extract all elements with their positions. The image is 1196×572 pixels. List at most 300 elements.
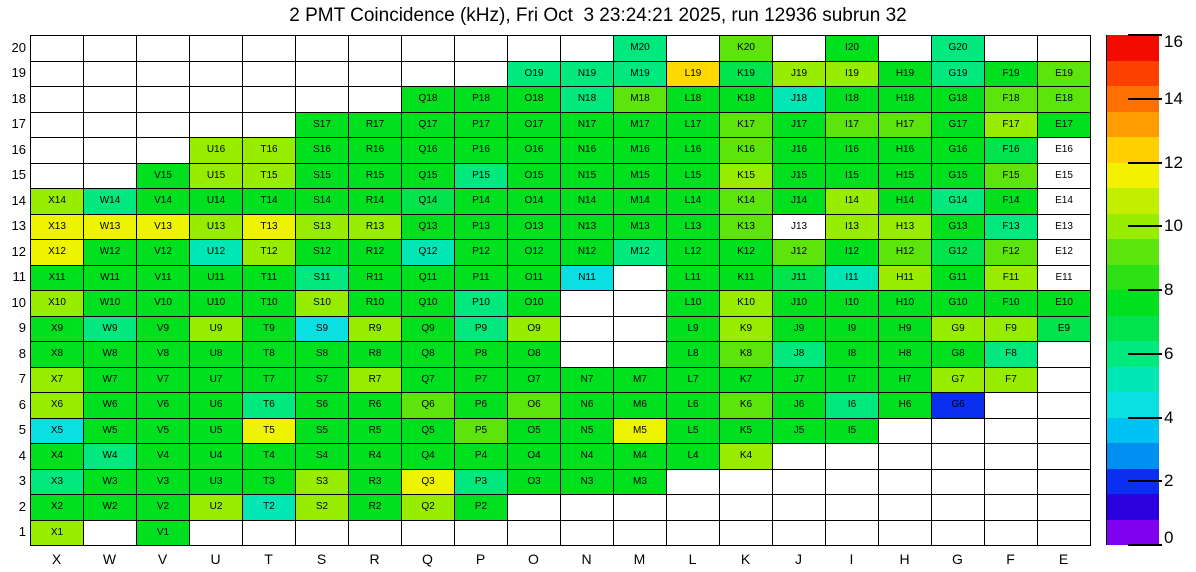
heatmap-cell: [613, 521, 666, 547]
heatmap-cell: [136, 444, 189, 470]
cell-label: R8: [368, 348, 382, 360]
cell-label: N3: [580, 475, 594, 487]
heatmap-cell: [772, 62, 825, 88]
heatmap-cell: [454, 215, 507, 241]
cell-label: I8: [847, 348, 857, 360]
cell-label: K6: [739, 399, 753, 411]
cell-label: F17: [1002, 118, 1020, 130]
cell-label: G13: [948, 220, 968, 232]
heatmap-cell: [1037, 521, 1090, 547]
cell-label: K15: [737, 169, 755, 181]
heatmap-cell: [83, 36, 136, 62]
cell-label: J9: [793, 322, 805, 334]
cell-label: J5: [793, 424, 805, 436]
heatmap-cell: [189, 393, 242, 419]
heatmap-cell: [719, 393, 772, 419]
heatmap-cell: [83, 62, 136, 88]
cell-label: W6: [102, 399, 118, 411]
heatmap-cell: [189, 521, 242, 547]
cell-label: L13: [684, 220, 702, 232]
cell-label: Q16: [418, 144, 438, 156]
heatmap-cell: [719, 113, 772, 139]
heatmap-cell: [30, 342, 83, 368]
cell-label: N14: [577, 195, 597, 207]
heatmap-cell: [83, 368, 136, 394]
heatmap-cell: [560, 113, 613, 139]
cell-label: I18: [845, 93, 859, 105]
heatmap-cell: [931, 87, 984, 113]
heatmap-cell: [825, 87, 878, 113]
cell-label: P7: [474, 373, 488, 385]
heatmap-cell: [984, 87, 1037, 113]
heatmap-cell: [825, 342, 878, 368]
heatmap-cell: [719, 240, 772, 266]
heatmap-cell: [348, 87, 401, 113]
cell-label: E16: [1055, 144, 1073, 156]
heatmap-cell: [401, 444, 454, 470]
heatmap-cell: [507, 444, 560, 470]
heatmap-cell: [719, 138, 772, 164]
cell-label: N6: [580, 399, 594, 411]
heatmap-cell: [984, 113, 1037, 139]
cell-label: N7: [580, 373, 594, 385]
heatmap-cell: [772, 87, 825, 113]
cell-label: N11: [578, 271, 596, 283]
heatmap-cell: [189, 87, 242, 113]
heatmap-cell: [454, 87, 507, 113]
heatmap-cell: [878, 470, 931, 496]
colorbar-tick: [1128, 98, 1162, 100]
heatmap-cell: [719, 521, 772, 547]
heatmap-cell: [295, 240, 348, 266]
heatmap-cell: [507, 317, 560, 343]
heatmap-cell: [878, 138, 931, 164]
cell-label: R15: [365, 169, 385, 181]
heatmap-cell: [348, 138, 401, 164]
cell-label: M16: [630, 144, 650, 156]
heatmap-cell: [242, 215, 295, 241]
heatmap-cell: [560, 164, 613, 190]
cell-label: W10: [99, 297, 121, 309]
heatmap-cell: [878, 189, 931, 215]
cell-label: S15: [313, 169, 331, 181]
cell-label: U4: [209, 450, 223, 462]
cell-label: P11: [472, 271, 490, 283]
heatmap-cell: [984, 36, 1037, 62]
heatmap-cell: [825, 215, 878, 241]
cell-label: T12: [260, 246, 278, 258]
heatmap-cell: [30, 444, 83, 470]
heatmap-cell: [401, 189, 454, 215]
row-label: 20: [11, 39, 26, 55]
heatmap-cell: [931, 368, 984, 394]
heatmap-cell: [878, 62, 931, 88]
cell-label: V9: [156, 322, 170, 334]
column-label: O: [528, 551, 539, 567]
cell-label: U14: [206, 195, 226, 207]
heatmap-cell: [242, 521, 295, 547]
heatmap-cell: [613, 342, 666, 368]
heatmap-cell: [189, 444, 242, 470]
cell-label: R10: [365, 297, 385, 309]
heatmap-cell: [666, 419, 719, 445]
cell-label: R11: [366, 271, 384, 283]
row-label: 17: [11, 116, 26, 132]
cell-label: R6: [368, 399, 382, 411]
cell-label: K8: [739, 348, 753, 360]
cell-label: T3: [263, 475, 275, 487]
cell-label: Q12: [418, 246, 438, 258]
heatmap-cell: [83, 419, 136, 445]
heatmap-cell: [454, 444, 507, 470]
column-label: F: [1006, 551, 1015, 567]
colorbar-band: [1107, 137, 1159, 163]
heatmap-cell: [348, 189, 401, 215]
cell-label: S13: [313, 220, 331, 232]
cell-label: N13: [577, 220, 597, 232]
heatmap-cell: [136, 36, 189, 62]
heatmap-cell: [507, 113, 560, 139]
heatmap-cell: [83, 444, 136, 470]
cell-label: J11: [791, 271, 807, 283]
heatmap-cell: [507, 164, 560, 190]
heatmap-cell: [189, 113, 242, 139]
heatmap-cell: [613, 189, 666, 215]
heatmap-cell: [1037, 342, 1090, 368]
cell-label: P5: [474, 424, 488, 436]
cell-label: T10: [260, 297, 278, 309]
heatmap-cell: [719, 291, 772, 317]
heatmap-cell: [242, 393, 295, 419]
heatmap-cell: [295, 164, 348, 190]
cell-label: U6: [209, 399, 223, 411]
heatmap-cell: [984, 342, 1037, 368]
heatmap-cell: [984, 444, 1037, 470]
cell-label: L18: [684, 93, 702, 105]
heatmap-cell: [1037, 138, 1090, 164]
cell-label: Q4: [421, 450, 435, 462]
column-label: X: [51, 551, 62, 567]
heatmap-cell: [30, 138, 83, 164]
heatmap-cell: [878, 444, 931, 470]
cell-label: P14: [472, 195, 490, 207]
cell-label: J18: [790, 93, 808, 105]
cell-label: W11: [100, 271, 120, 283]
heatmap-cell: [1037, 87, 1090, 113]
heatmap-cell: [666, 521, 719, 547]
heatmap-cell: [30, 419, 83, 445]
heatmap-cell: [507, 62, 560, 88]
heatmap-cell: [136, 368, 189, 394]
cell-label: L15: [684, 169, 702, 181]
cell-label: L19: [684, 67, 702, 79]
cell-label: H14: [895, 195, 915, 207]
cell-label: M17: [630, 118, 650, 130]
colorbar-tick: [1128, 34, 1162, 36]
cell-label: I9: [847, 322, 857, 334]
heatmap-cell: [401, 138, 454, 164]
cell-label: T5: [263, 424, 275, 436]
row-label: 3: [18, 473, 26, 489]
heatmap-cell: [454, 470, 507, 496]
heatmap-cell: [507, 393, 560, 419]
heatmap-cell: [772, 495, 825, 521]
cell-label: X11: [48, 271, 66, 283]
cell-label: U15: [206, 169, 226, 181]
cell-label: S10: [313, 297, 331, 309]
heatmap-cell: [242, 138, 295, 164]
cell-label: K7: [739, 373, 753, 385]
cell-label: E13: [1055, 220, 1073, 232]
heatmap-cell: [666, 342, 719, 368]
cell-label: N16: [577, 144, 597, 156]
cell-label: G6: [951, 399, 965, 411]
column-label: S: [316, 551, 327, 567]
cell-label: I5: [847, 424, 857, 436]
cell-label: S8: [315, 348, 329, 360]
heatmap-cell: [719, 189, 772, 215]
heatmap-cell: [30, 36, 83, 62]
cell-label: U9: [209, 322, 223, 334]
heatmap-cell: [30, 291, 83, 317]
heatmap-cell: [931, 215, 984, 241]
heatmap-cell: [348, 342, 401, 368]
cell-label: L8: [687, 348, 699, 360]
heatmap-cell: [136, 393, 189, 419]
cell-label: S5: [315, 424, 329, 436]
heatmap-cell: [772, 470, 825, 496]
heatmap-cell: [83, 470, 136, 496]
cell-label: T2: [263, 501, 275, 513]
heatmap-cell: [825, 240, 878, 266]
cell-label: P17: [472, 118, 490, 130]
heatmap-cell: [719, 266, 772, 292]
cell-label: O5: [527, 424, 541, 436]
heatmap-cell: [454, 36, 507, 62]
heatmap-cell: [613, 113, 666, 139]
cell-label: F11: [1002, 271, 1020, 283]
heatmap-cell: [401, 521, 454, 547]
cell-label: M20: [630, 42, 650, 54]
cell-label: F18: [1002, 93, 1020, 105]
heatmap-cell: [30, 87, 83, 113]
cell-label: F12: [1002, 246, 1020, 258]
row-label: 19: [11, 65, 26, 81]
column-label: L: [688, 551, 697, 567]
heatmap-cell: [348, 36, 401, 62]
cell-label: K19: [737, 67, 755, 79]
heatmap-cell: [401, 240, 454, 266]
cell-label: E15: [1055, 169, 1073, 181]
heatmap-cell: [136, 113, 189, 139]
cell-label: F14: [1002, 195, 1020, 207]
cell-label: X5: [50, 424, 64, 436]
heatmap-cell: [666, 393, 719, 419]
cell-label: P12: [472, 246, 490, 258]
cell-label: T6: [263, 399, 275, 411]
heatmap-cell: [666, 240, 719, 266]
cell-label: P3: [474, 475, 488, 487]
cell-label: J13: [790, 220, 808, 232]
cell-label: G15: [948, 169, 968, 181]
heatmap-cell: [189, 291, 242, 317]
cell-label: V10: [154, 297, 172, 309]
cell-label: S7: [315, 373, 329, 385]
cell-label: K17: [737, 118, 755, 130]
cell-label: T15: [260, 169, 278, 181]
heatmap-cell: [83, 215, 136, 241]
heatmap-cell: [454, 138, 507, 164]
cell-label: G20: [948, 42, 968, 54]
heatmap-cell: [189, 342, 242, 368]
heatmap-cell: [825, 138, 878, 164]
heatmap-cell: [348, 368, 401, 394]
heatmap-cell: [719, 495, 772, 521]
heatmap-cell: [1037, 291, 1090, 317]
heatmap-cell: [295, 368, 348, 394]
colorbar-band: [1107, 239, 1159, 265]
heatmap-cell: [401, 317, 454, 343]
heatmap-cell: [772, 444, 825, 470]
colorbar-band: [1107, 188, 1159, 214]
heatmap-cell: [295, 215, 348, 241]
cell-label: O7: [527, 373, 541, 385]
heatmap-cell: [348, 164, 401, 190]
cell-label: Q14: [418, 195, 438, 207]
cell-label: F8: [1005, 348, 1017, 360]
heatmap-cell: [401, 368, 454, 394]
cell-label: L10: [684, 297, 702, 309]
cell-label: P4: [474, 450, 488, 462]
heatmap-cell: [825, 266, 878, 292]
heatmap-cell: [825, 189, 878, 215]
colorbar-tick-label: 2: [1164, 471, 1174, 491]
cell-label: F7: [1005, 373, 1017, 385]
heatmap-cell: [613, 215, 666, 241]
heatmap-cell: [136, 470, 189, 496]
heatmap-cell: [931, 291, 984, 317]
heatmap-cell: [295, 317, 348, 343]
colorbar-band: [1107, 35, 1159, 61]
cell-label: O18: [524, 93, 544, 105]
heatmap-cell: [348, 266, 401, 292]
colorbar-tick-label: 12: [1164, 152, 1183, 172]
cell-label: G8: [951, 348, 965, 360]
heatmap-cell: [825, 444, 878, 470]
heatmap-cell: [30, 164, 83, 190]
heatmap-cell: [83, 266, 136, 292]
column-label: H: [899, 551, 910, 567]
heatmap-cell: [931, 444, 984, 470]
heatmap-cell: [984, 266, 1037, 292]
heatmap-cell: [560, 62, 613, 88]
heatmap-cell: [984, 240, 1037, 266]
cell-label: T13: [260, 220, 278, 232]
colorbar-tick-label: 0: [1164, 528, 1174, 547]
cell-label: I15: [845, 169, 859, 181]
heatmap-cell: [931, 113, 984, 139]
heatmap-cell: [719, 164, 772, 190]
colorbar-band: [1107, 443, 1159, 469]
heatmap-cell: [1037, 189, 1090, 215]
cell-label: S11: [313, 271, 331, 283]
cell-label: M14: [630, 195, 650, 207]
cell-label: O10: [524, 297, 544, 309]
cell-label: N15: [577, 169, 597, 181]
cell-label: O16: [524, 144, 544, 156]
heatmap-cell: [83, 393, 136, 419]
cell-label: R9: [368, 322, 382, 334]
cell-label: W12: [99, 246, 121, 258]
cell-label: H12: [895, 246, 915, 258]
cell-label: I6: [847, 399, 857, 411]
heatmap-cell: [931, 36, 984, 62]
heatmap-cell: [242, 342, 295, 368]
column-label: K: [740, 551, 751, 567]
colorbar-band: [1107, 494, 1159, 520]
row-label: 8: [18, 345, 26, 361]
column-label: P: [475, 551, 486, 567]
cell-label: X8: [50, 348, 64, 360]
heatmap-cell: [825, 495, 878, 521]
heatmap-cell: [984, 495, 1037, 521]
column-label: E: [1058, 551, 1069, 567]
row-label: 18: [11, 90, 26, 106]
cell-label: S12: [313, 246, 331, 258]
heatmap-cell: [772, 419, 825, 445]
cell-label: F10: [1002, 297, 1020, 309]
column-label: N: [581, 551, 592, 567]
cell-label: V12: [154, 246, 172, 258]
heatmap-cell: [772, 342, 825, 368]
heatmap-cell: [242, 36, 295, 62]
heatmap-cell: [613, 240, 666, 266]
heatmap-cell: [30, 521, 83, 547]
cell-label: G11: [948, 271, 968, 283]
heatmap-cell: [348, 444, 401, 470]
cell-label: U11: [207, 271, 225, 283]
heatmap-cell: [454, 419, 507, 445]
cell-label: X13: [48, 220, 66, 232]
column-label: I: [849, 551, 854, 567]
cell-label: U7: [209, 373, 223, 385]
cell-label: N5: [580, 424, 594, 436]
heatmap-cell: [560, 368, 613, 394]
cell-label: J7: [793, 373, 805, 385]
cell-label: H19: [895, 67, 915, 79]
heatmap-cell: [666, 113, 719, 139]
heatmap-cell: [984, 368, 1037, 394]
cell-label: O11: [524, 271, 544, 283]
heatmap-cell: [136, 215, 189, 241]
heatmap-cell: [348, 291, 401, 317]
cell-label: E18: [1055, 93, 1073, 105]
cell-label: X14: [48, 195, 66, 207]
heatmap-cell: [1037, 419, 1090, 445]
cell-label: U10: [206, 297, 226, 309]
colorbar-band: [1107, 418, 1159, 444]
heatmap-cell: [878, 495, 931, 521]
heatmap-cell: [560, 470, 613, 496]
heatmap-cell: [83, 113, 136, 139]
heatmap-cell: [189, 36, 242, 62]
heatmap-cell: [984, 62, 1037, 88]
heatmap-cell: [242, 291, 295, 317]
cell-label: O13: [524, 220, 544, 232]
heatmap-cell: [772, 215, 825, 241]
cell-label: H7: [898, 373, 912, 385]
cell-label: H10: [895, 297, 915, 309]
